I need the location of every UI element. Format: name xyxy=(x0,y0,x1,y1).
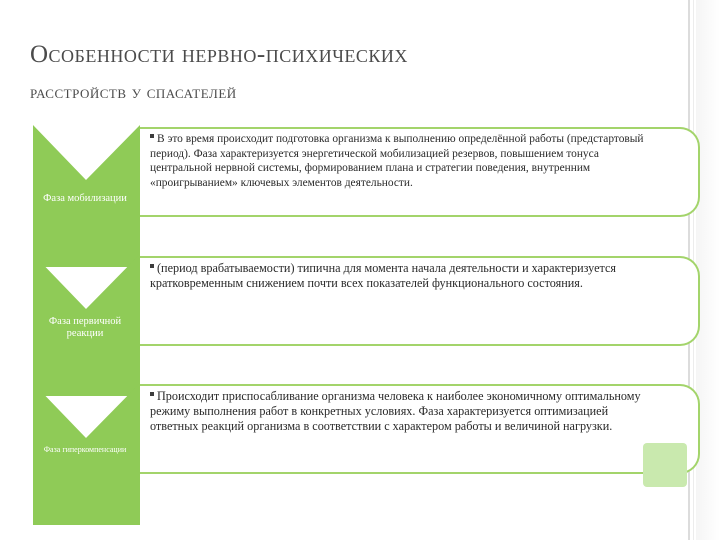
phase-hypercompensation-label: Фаза гиперкомпенсации xyxy=(43,445,127,454)
phase-hypercompensation-description xyxy=(150,389,650,434)
phase-hypercompensation-text: Происходит приспосабливание организма человека к наиболее экономичному оптимальному режиму выполнения работ в конкретных условиях. Фаза характеризуется оптимизацией ответных реакций организма в соответствии с характером работы и величиной нагрузки. xyxy=(150,389,641,433)
page-title xyxy=(30,38,630,110)
bullet-icon xyxy=(150,264,154,268)
page-title-line-2: расстройств у спасателей xyxy=(30,82,237,103)
bullet-icon xyxy=(150,134,154,138)
phase-primary-reaction-description-box xyxy=(140,256,700,346)
phase-primary-reaction-text: (период врабатываемости) типична для момента начала деятельности и характеризуется кратковременным снижением почти всех показателей функционального состояния. xyxy=(150,261,616,290)
phase-primary-reaction-description xyxy=(150,261,655,291)
decorative-square xyxy=(643,443,687,487)
bullet-icon xyxy=(150,392,154,396)
phase-mobilization-text: В это время происходит подготовка организма к выполнению определённой работы (предстартовый период). Фаза характеризуется энергетической мобилизацией резервов, повышением тонуса центральной нервной системы, формированием плана и стратегии поведения, внутренним «проигрыванием» ключевых элементов деятельности. xyxy=(150,133,644,189)
phase-mobilization-label: Фаза мобилизации xyxy=(43,193,127,204)
phase-primary-reaction-chevron xyxy=(33,254,140,396)
right-decorative-band xyxy=(696,0,720,540)
phase-mobilization-chevron xyxy=(33,125,140,267)
phase-mobilization-description-box xyxy=(140,127,700,217)
phase-mobilization-description xyxy=(150,132,655,190)
phase-hypercompensation-chevron xyxy=(33,383,140,525)
page-title-line-1: Особенности нервно-психических xyxy=(30,41,408,68)
phase-primary-reaction-label: Фаза первичной реакции xyxy=(48,316,122,340)
phase-hypercompensation-description-box xyxy=(140,384,700,474)
